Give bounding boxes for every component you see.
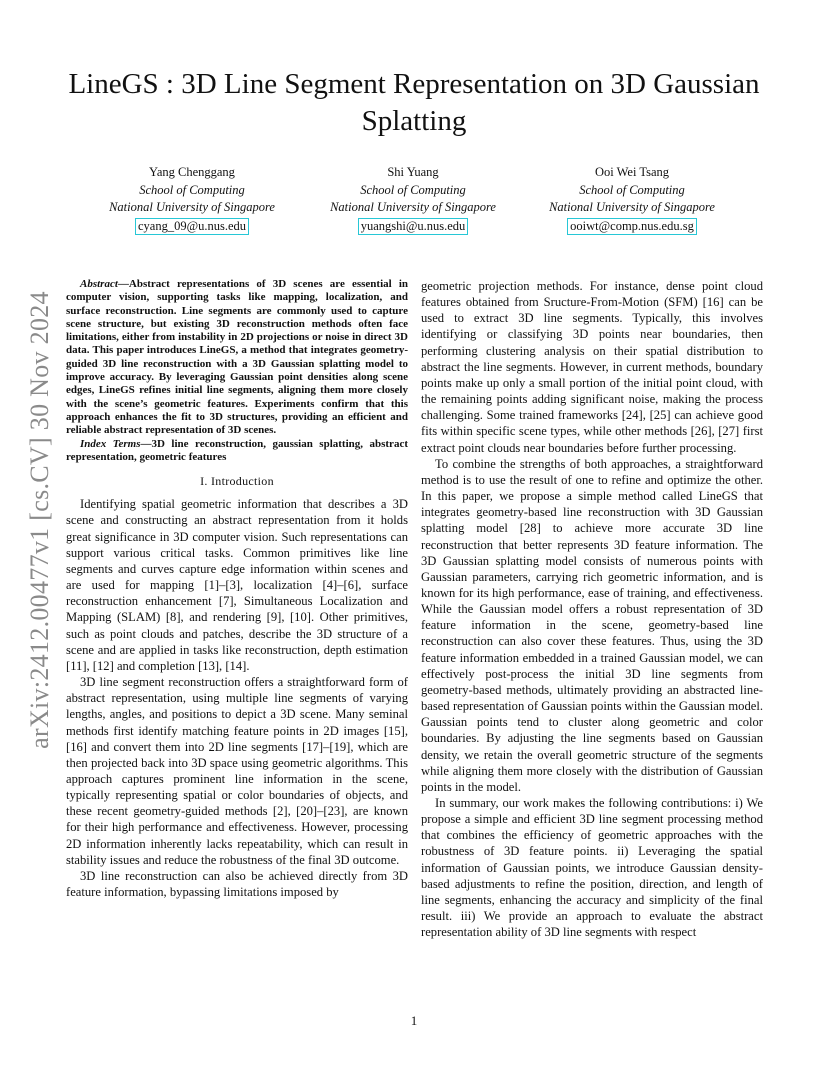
body-paragraph: Identifying spatial geometric information that describes a 3D scene and constructing an abstract representation from it holds great significance in 3D computer vision. Such representations can support various critical tasks. Common primitives like line segments and curves capture edge information within scenes and are used for mapping [1]–[3], localization [4]–[6], surface reconstruction enhancement [7], Simultaneous Localization and Mapping (SLAM) [8], and rendering [9], [10]. Other primitives, such as point clouds and patches, describe the 3D structure of a scene and are applied in tasks like reconstruction, depth estimation [11], [12] and completion [13], [14]. bbox=[66, 497, 408, 673]
author-department: School of Computing bbox=[360, 182, 466, 197]
author-department: School of Computing bbox=[139, 182, 245, 197]
body-paragraph: To combine the strengths of both approaches, a straightforward method is to use the result of one to refine and optimize the other. In this paper, we propose a simple method called LineGS that integrates geometry-based line reconstruction with 3D Gaussian splatting model [28] to achieve more accurate 3D line reconstruction that better represents 3D feature information. The 3D Gaussian splatting model consists of numerous points with Gaussian parameters, carrying rich geometric information, and is known for its high performance, ease of training, and effectiveness. While the Gaussian model offers a robust representation of 3D feature information in the scene, geometry-based line reconstruction can also cover these features. Thus, using the 3D feature information embedded in a trained Gaussian model, we can effectively post-process the initial 3D line segments from geometry-based methods, ultimately providing an abstracted line-based representation of Gaussian points within the Gaussian model. Gaussian points tend to cluster along geometric and color boundaries. By adjusting the line segments based on Gaussian density, we retain the overall geometric structure of the segments while aligning them more closely with the distribution of Gaussian points in the model. bbox=[421, 456, 763, 794]
author-block-3 bbox=[532, 164, 732, 235]
author-email-link[interactable]: ooiwt@comp.nus.edu.sg bbox=[567, 218, 697, 235]
author-name: Ooi Wei Tsang bbox=[594, 165, 670, 179]
body-paragraph: 3D line segment reconstruction offers a straightforward form of abstract representation, using multiple line segments of varying lengths, angles, and positions to depict a 3D scene. Many seminal methods first identify matching feature points in 2D images [15], [16] and convert them into 2D line segments [17]–[19], which are then projected back into 3D space using geometric algorithms. This approach captures prominent line information in the scene, typically representing spatial or color boundaries of objects, and these recent geometry-guided methods [2], [20]–[23], are known for their high performance and effectiveness. However, processing 2D information inherently lacks repeatability, which can result in stability issues and reduce the robustness of the final 3D outcome. bbox=[66, 675, 408, 867]
author-affiliation: National University of Singapore bbox=[109, 200, 275, 214]
author-email-link[interactable]: cyang_09@u.nus.edu bbox=[135, 218, 249, 235]
body-paragraph: In summary, our work makes the following contributions: i) We propose a simple and efficient 3D line segment processing method that combines the efficiency of geometric approaches with the robustness of 3D feature points. ii) Leveraging the spatial information of Gaussian points, we introduce Gaussian density-based adjustments to refine the position, direction, and length of line segments, enhancing the accuracy and simplicity of the final result. iii) We provide an approach to evaluate the abstract representation ability of 3D line segments with respect bbox=[421, 796, 763, 940]
index-terms: Index Terms—3D line reconstruction, gaussian splatting, abstract representation, geometric features bbox=[66, 437, 408, 463]
index-terms-text: 3D line reconstruction, gaussian splatting, abstract representation, geometric features bbox=[66, 437, 408, 463]
author-block-2 bbox=[313, 164, 513, 235]
author-affiliation: National University of Singapore bbox=[330, 200, 496, 214]
arxiv-identifier: arXiv:2412.00477v1 [cs.CV] 30 Nov 2024 bbox=[25, 291, 54, 749]
abstract: Abstract—Abstract representations of 3D scenes are essential in computer vision, supporting tasks like mapping, localization, and surface reconstruction. Line segments are commonly used to capture scene structure, but existing 3D reconstruction methods often face limitations, either from instability in 2D projections or noise in direct 3D data. This paper introduces LineGS, a method that integrates geometry-guided 3D line reconstruction with a 3D Gaussian splatting model to improve accuracy. By leveraging Gaussian point densities along scene edges, LineGS refines initial line segments, aligning them more closely with the scene’s geometric features. Experiments confirm that this approach enhances the fit to 3D structures, providing an efficient and reliable abstract representation of 3D scenes. bbox=[66, 278, 408, 437]
index-terms-label: Index Terms bbox=[80, 437, 141, 450]
body-paragraph: geometric projection methods. For instance, dense point cloud features obtained from Sructure-From-Motion (SFM) [16] can be used to extract 3D line segments. Typically, this involves identifying or classifying 3D points near boundaries, then performing clustering analysis on their spatial distribution to abstract the line segments. However, in current methods, boundary points make up only a small portion of the initial point cloud, with the remaining points adding significant noise, making the process challenging. Some trained frameworks [24], [25] can achieve good fits within specific scene types, while other methods [26], [27] first extract point clouds near boundaries before further processing. bbox=[421, 279, 763, 455]
author-email-link[interactable]: yuangshi@u.nus.edu bbox=[358, 218, 469, 235]
author-block-1 bbox=[92, 164, 292, 235]
author-affiliation: National University of Singapore bbox=[549, 200, 715, 214]
abstract-text: Abstract representations of 3D scenes are essential in computer vision, supporting tasks like mapping, localization, and surface reconstruction. Line segments are commonly used to capture scene structure, but existing 3D reconstruction methods often face limitations, either from instability in 2D projections or noise in direct 3D data. This paper introduces LineGS, a method that integrates geometry-guided 3D line reconstruction with a 3D Gaussian splatting model to improve accuracy. By leveraging Gaussian point densities along scene edges, LineGS refines initial line segments, aligning them more closely with the scene’s geometric features. Experiments confirm that this approach enhances the fit to 3D structures, providing an efficient and reliable abstract representation of 3D scenes. bbox=[66, 278, 408, 437]
author-department: School of Computing bbox=[579, 182, 685, 197]
arxiv-sidebar bbox=[18, 280, 62, 760]
abstract-label: Abstract bbox=[80, 278, 118, 290]
body-paragraph: 3D line reconstruction can also be achieved directly from 3D feature information, bypassing limitations imposed by bbox=[66, 868, 408, 900]
section-heading: I. Introduction bbox=[200, 474, 274, 489]
author-name: Shi Yuang bbox=[387, 165, 439, 179]
right-column bbox=[421, 278, 763, 940]
author-name: Yang Chenggang bbox=[149, 165, 235, 179]
left-column bbox=[66, 278, 408, 900]
paper-title: LineGS : 3D Line Segment Representation on 3D Gaussian Splatting bbox=[68, 68, 760, 137]
page-number: 1 bbox=[410, 1013, 418, 1028]
